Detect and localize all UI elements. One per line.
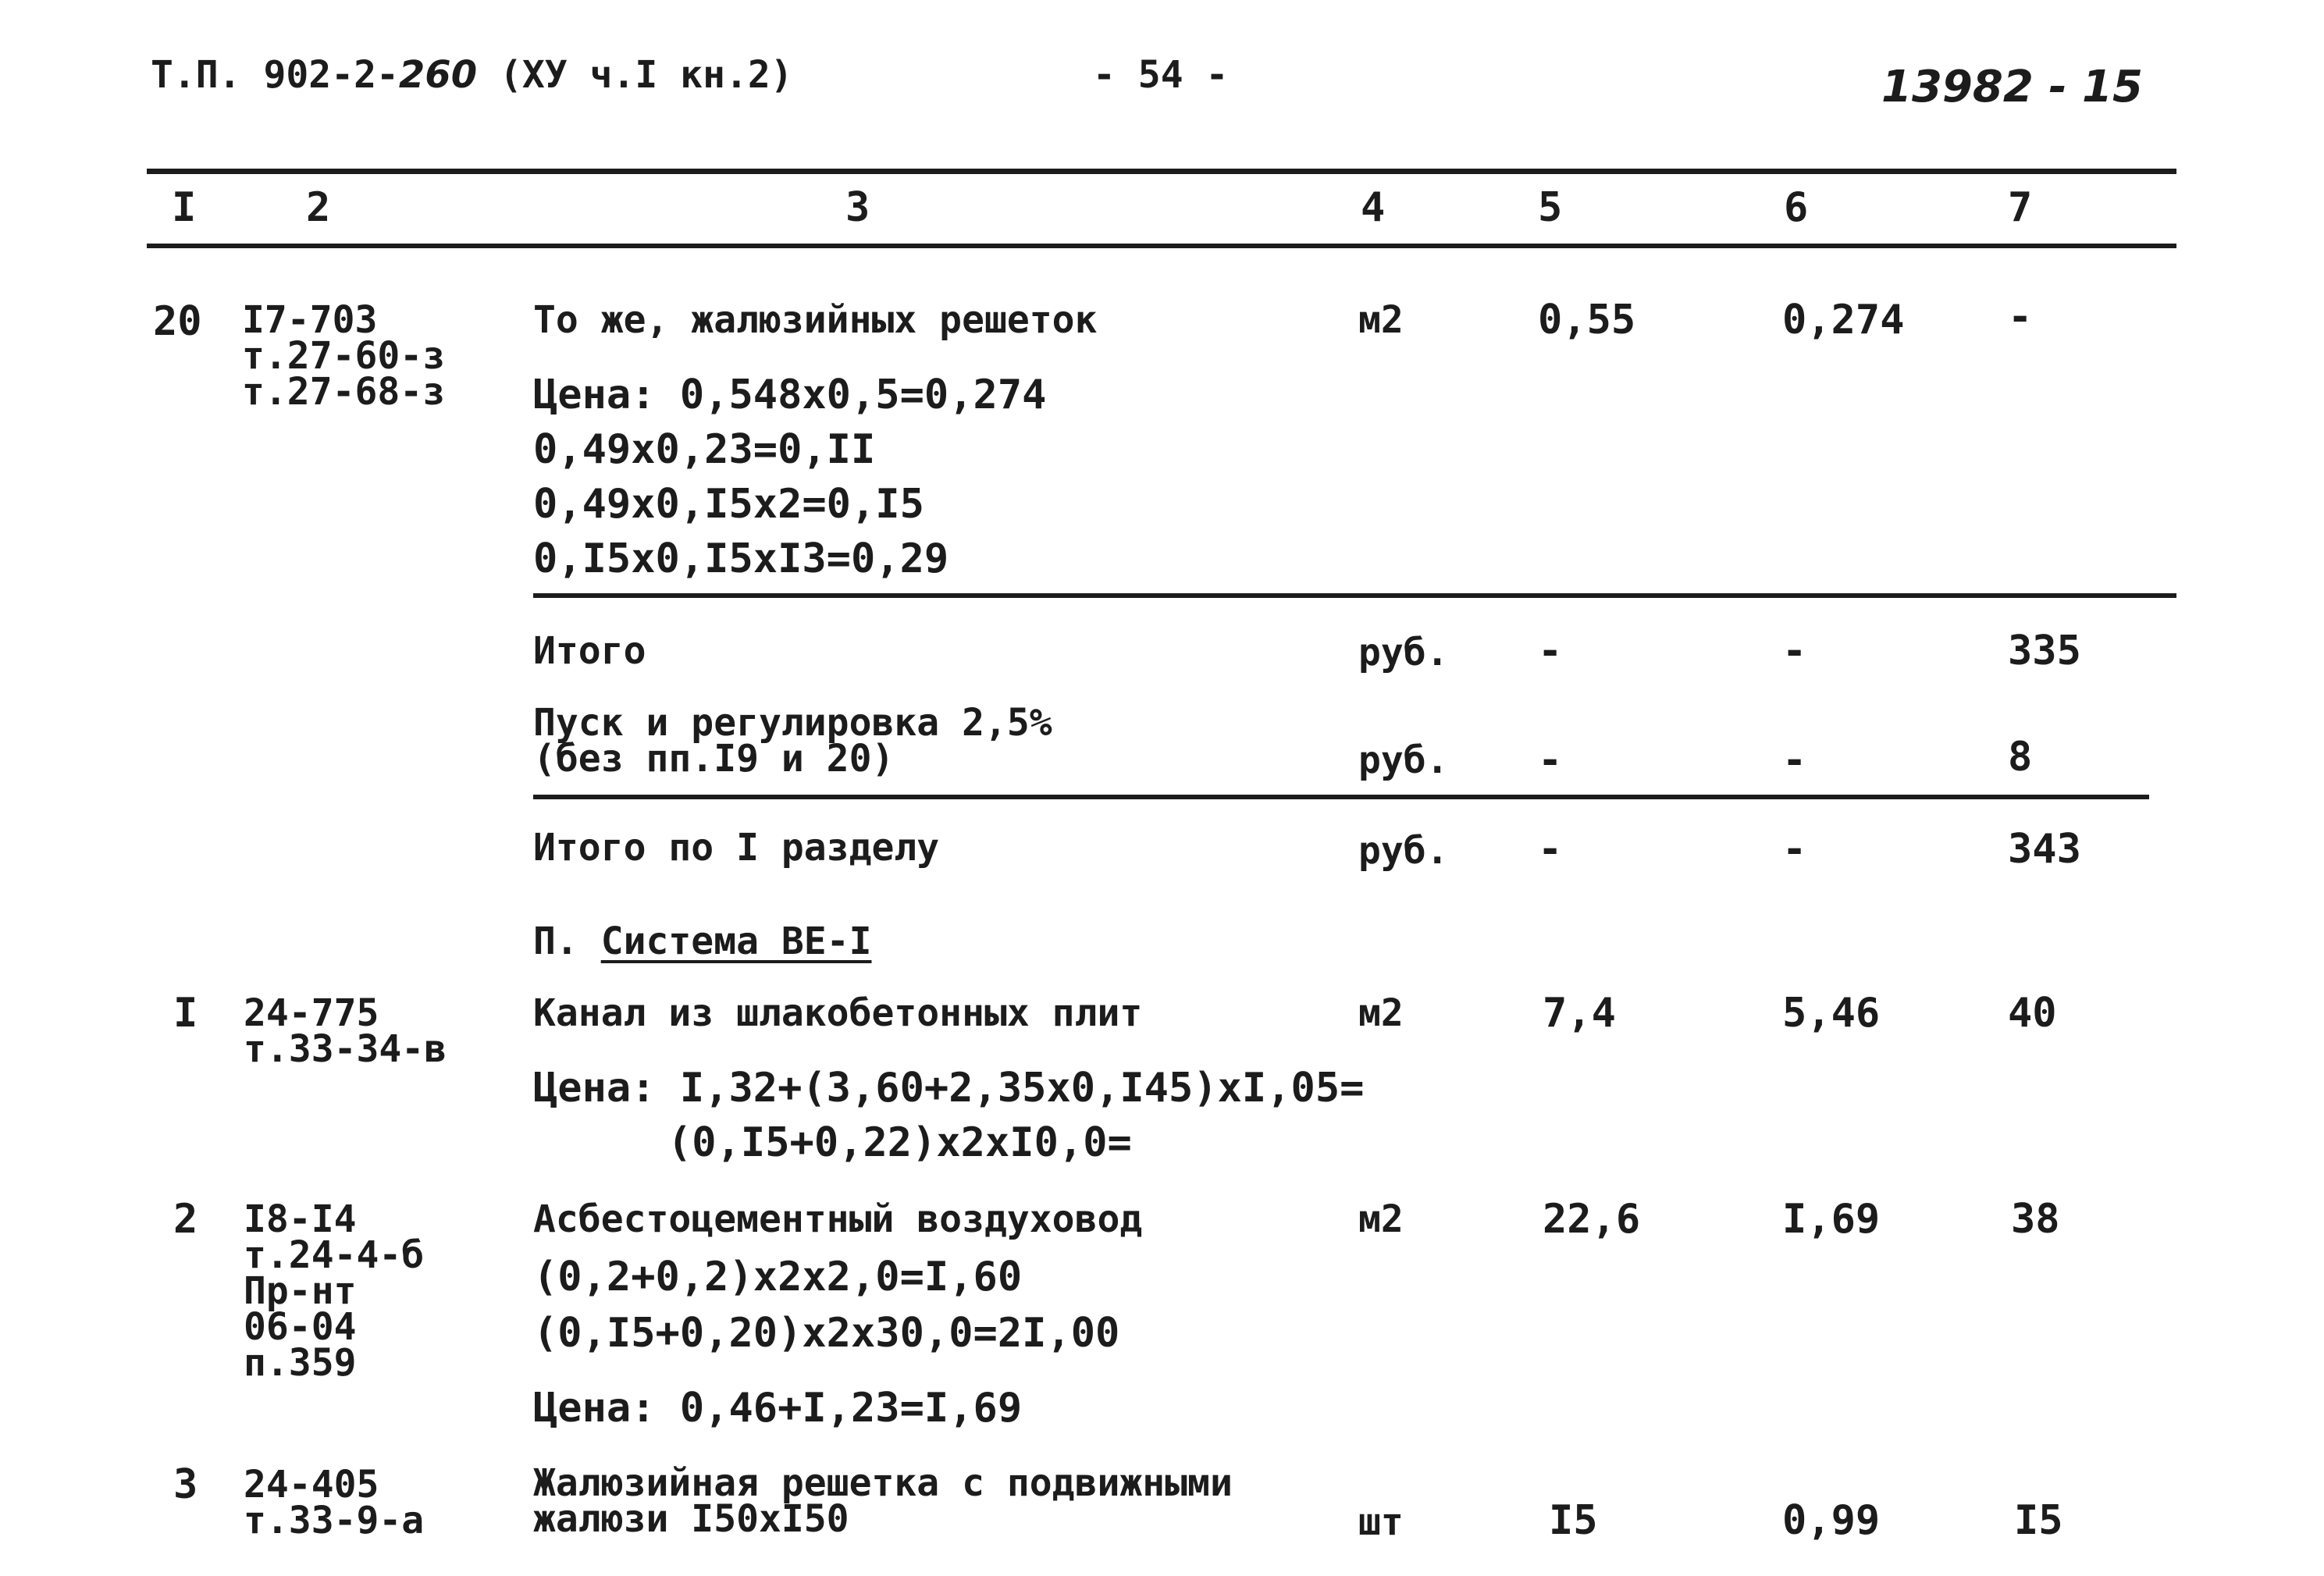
row-2-price: I,69	[1782, 1196, 1881, 1243]
row-2-code-2: т.24-4-б	[244, 1233, 425, 1277]
row-1-total: 40	[2008, 990, 2057, 1037]
section-heading-prefix: П.	[533, 920, 601, 963]
row-1-quantity: 7,4	[1543, 990, 1616, 1037]
row-20-code-2: т.27-60-з	[242, 334, 446, 378]
row-1-name: Канал из шлакобетонных плит	[533, 991, 1143, 1035]
row-2-code-4: 06-04	[244, 1305, 357, 1349]
subtotal-price: -	[1782, 628, 1807, 674]
row-3-unit: шт	[1358, 1500, 1404, 1544]
startup-total: 8	[2008, 734, 2033, 781]
row-20-quantity: 0,55	[1538, 297, 1636, 343]
row-3-number: 3	[173, 1461, 198, 1508]
row-1-code-2: т.33-34-в	[244, 1027, 447, 1071]
row-20-total: -	[2008, 293, 2033, 340]
row-20-calc-4: 0,I5х0,I5хI3=0,29	[533, 535, 949, 582]
row-3-name-2: жалюзи I50хI50	[533, 1497, 849, 1541]
row-2-quantity: 22,6	[1543, 1196, 1641, 1243]
subtotal-label: Итого	[533, 629, 646, 673]
section-total-total: 343	[2008, 826, 2081, 873]
row-1-code-1: 24-775	[244, 991, 379, 1035]
startup-label-2: (без пп.I9 и 20)	[533, 737, 895, 781]
row-20-code-3: т.27-68-з	[242, 370, 446, 414]
row-1-number: I	[173, 990, 198, 1037]
column-header-4: 4	[1361, 184, 1386, 231]
startup-label-1: Пуск и регулировка 2,5%	[533, 701, 1052, 745]
column-header-2: 2	[306, 184, 331, 231]
section-total-unit: руб.	[1358, 829, 1449, 873]
row-20-calc-3: 0,49х0,I5х2=0,I5	[533, 481, 924, 528]
row-1-unit: м2	[1358, 991, 1404, 1035]
row-3-price: 0,99	[1782, 1497, 1881, 1544]
section-heading	[533, 920, 872, 963]
row-2-calc-1: (0,2+0,2)х2х2,0=I,60	[533, 1254, 1023, 1300]
row-20-code-1: I7-703	[242, 298, 378, 342]
row-1-price: 5,46	[1782, 990, 1881, 1037]
row-3-code-1: 24-405	[244, 1463, 379, 1507]
row-3-total: I5	[2014, 1497, 2063, 1544]
document-code-handwritten: 260	[398, 53, 478, 97]
row-2-code-3: Пр-нт	[244, 1269, 357, 1313]
startup-price: -	[1782, 737, 1807, 784]
column-header-5: 5	[1538, 184, 1563, 231]
sheet-number-handwritten: 13982 - 15	[1881, 62, 2143, 112]
section-total-quantity: -	[1538, 826, 1563, 873]
document-code	[151, 53, 793, 97]
subtotal-total: 335	[2008, 628, 2081, 674]
row-2-name: Асбестоцементный воздуховод	[533, 1197, 1143, 1241]
row-1-calc-1: Цена: I,32+(3,60+2,35х0,I45)хI,05=	[533, 1065, 1365, 1112]
page-number: - 54 -	[1093, 53, 1229, 97]
row-3-name-1: Жалюзийная решетка с подвижными	[533, 1461, 1233, 1505]
table-top-rule	[147, 169, 2176, 174]
startup-unit: руб.	[1358, 738, 1449, 782]
subtotal-quantity: -	[1538, 628, 1563, 674]
subtotal-rule	[533, 593, 2176, 598]
row-20-unit: м2	[1358, 298, 1404, 342]
row-2-code-1: I8-I4	[244, 1197, 357, 1241]
section-total-rule	[533, 795, 2149, 799]
row-2-unit: м2	[1358, 1197, 1404, 1241]
row-20-name: То же, жалюзийных решеток	[533, 298, 1098, 342]
column-header-7: 7	[2008, 184, 2033, 231]
row-2-total: 38	[2011, 1196, 2060, 1243]
startup-quantity: -	[1538, 737, 1563, 784]
table-header-bottom-rule	[147, 244, 2176, 248]
section-total-label: Итого по I разделу	[533, 826, 940, 870]
row-2-calc-2: (0,I5+0,20)х2х30,0=2I,00	[533, 1310, 1120, 1357]
column-header-6: 6	[1784, 184, 1809, 231]
row-3-code-2: т.33-9-а	[244, 1499, 425, 1542]
row-2-number: 2	[173, 1196, 198, 1243]
column-header-1: I	[172, 184, 197, 231]
row-20-calc-1: Цена: 0,548х0,5=0,274	[533, 372, 1047, 418]
subtotal-unit: руб.	[1358, 631, 1449, 674]
row-3-quantity: I5	[1549, 1497, 1598, 1544]
row-1-calc-2: (0,I5+0,22)х2хI0,0=	[667, 1119, 1132, 1166]
row-20-number: 20	[153, 298, 202, 345]
section-heading-title: Система ВЕ-I	[600, 920, 872, 963]
row-20-price: 0,274	[1782, 297, 1905, 343]
column-header-3: 3	[845, 184, 870, 231]
document-code-suffix: (XУ ч.I кн.2)	[477, 53, 793, 97]
row-20-calc-2: 0,49х0,23=0,II	[533, 426, 876, 473]
section-total-price: -	[1782, 826, 1807, 873]
row-2-calc-3: Цена: 0,46+I,23=I,69	[533, 1385, 1023, 1432]
document-code-printed: Т.П. 902-2-	[151, 53, 399, 97]
row-2-code-5: п.359	[244, 1341, 357, 1385]
